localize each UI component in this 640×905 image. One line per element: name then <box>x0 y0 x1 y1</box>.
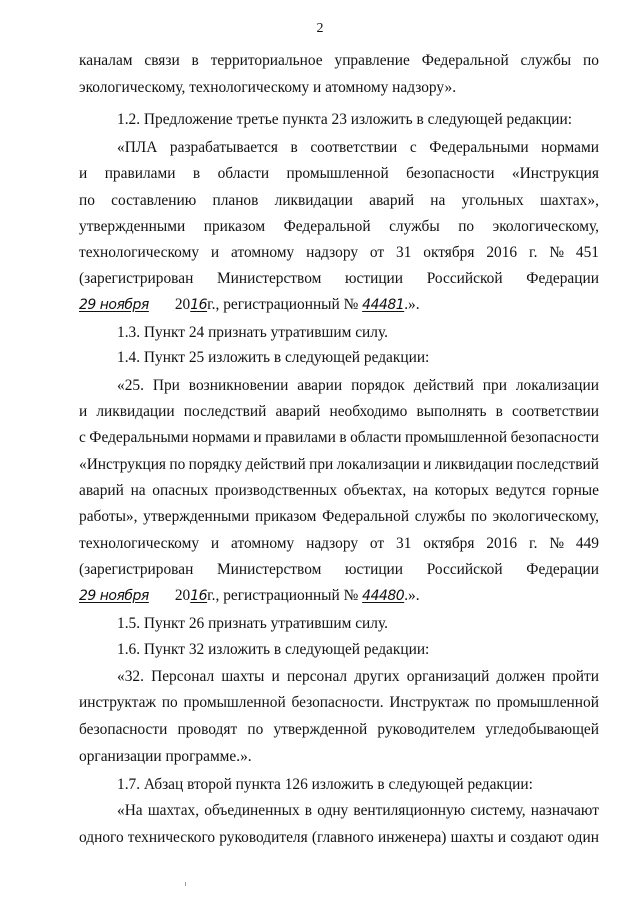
text-line <box>79 587 599 605</box>
word: порядок <box>351 377 405 394</box>
word: по <box>458 218 475 235</box>
word: промышленной <box>183 694 286 711</box>
word: и <box>253 429 262 446</box>
word: службы <box>389 218 440 235</box>
word: При <box>152 377 180 394</box>
word: в <box>192 165 201 182</box>
text-line <box>117 377 599 395</box>
text-line <box>79 244 599 262</box>
word: приказом <box>203 218 266 235</box>
word: аварий <box>275 403 321 420</box>
word: г. <box>529 244 538 261</box>
text-line: 1.4. Пункт 25 изложить в следующей редакции: <box>117 349 430 366</box>
text-line <box>79 192 599 210</box>
word: угледобывающей <box>485 721 599 738</box>
text-fragment: .». <box>404 587 420 604</box>
word: объектах, <box>343 482 407 499</box>
word: безопасности <box>510 429 599 446</box>
text-line <box>79 561 599 579</box>
word: аварий <box>369 192 415 209</box>
word: действий <box>413 377 474 394</box>
word: Федеральными <box>429 139 529 156</box>
word: экологическому, <box>492 218 599 235</box>
word: при <box>482 377 507 394</box>
text-line <box>79 508 599 526</box>
word: составлению <box>111 192 197 209</box>
word: шахты <box>450 829 494 846</box>
word: шахты <box>221 668 265 685</box>
word: опасных <box>152 482 209 499</box>
word: по <box>79 192 95 209</box>
word: 31 <box>396 244 412 261</box>
word: надзору <box>306 535 359 552</box>
text-line: 1.7. Абзац второй пункта 126 изложить в следующей редакции: <box>117 776 533 793</box>
word: ликвидации <box>434 456 513 473</box>
word: промышленной <box>286 165 389 182</box>
word: руководителем <box>377 721 476 738</box>
word: экологическому, <box>492 508 599 525</box>
word: шахтах», <box>539 192 599 209</box>
word: утвержденной <box>273 721 368 738</box>
word: пройти <box>552 668 599 685</box>
word: возникновении <box>188 377 289 394</box>
word: «ПЛА <box>117 139 158 156</box>
text-line: 1.6. Пункт 32 изложить в следующей редакции: <box>117 641 430 658</box>
handwritten-date: 29 ноября <box>79 297 149 313</box>
word: должен <box>496 668 546 685</box>
text-fragment: .». <box>404 296 420 313</box>
word: технического <box>127 829 216 846</box>
word: безопасности <box>79 721 168 738</box>
word: управление <box>334 52 410 69</box>
word: в <box>290 139 298 156</box>
word: безопасности <box>406 165 495 182</box>
word: 2016 <box>486 244 518 261</box>
word: в <box>339 429 347 446</box>
text-line <box>79 694 599 712</box>
word: «Инструкция <box>79 456 167 473</box>
text-line: 1.5. Пункт 26 признать утратившим силу. <box>117 615 388 632</box>
word: соответствии <box>512 403 599 420</box>
text-fragment: г., регистрационный № <box>207 587 363 604</box>
word: ведутся <box>495 482 546 499</box>
word: по <box>475 694 491 711</box>
word: Федерации <box>526 561 599 578</box>
handwritten-registration-number: 44480 <box>362 588 405 604</box>
word: по <box>169 456 186 473</box>
word: систему, <box>470 802 526 819</box>
word: 449 <box>575 535 599 552</box>
word: необходимо <box>329 403 408 420</box>
text-line: организации программе.». <box>79 748 252 765</box>
word: и <box>79 403 88 420</box>
word: персонал <box>286 668 348 685</box>
scan-mark <box>185 882 186 886</box>
word: ликвидации <box>96 403 175 420</box>
word: «На <box>117 802 143 819</box>
word: № <box>549 535 564 552</box>
word: при <box>309 456 334 473</box>
word: инженера) <box>377 829 447 846</box>
word: назначают <box>530 802 599 819</box>
word: ликвидации <box>274 192 353 209</box>
word: по <box>161 694 178 711</box>
word: последствий <box>516 456 599 473</box>
word: в <box>191 52 199 69</box>
word: и <box>271 668 280 685</box>
word: Федеральной <box>421 52 509 69</box>
text-line <box>79 829 599 847</box>
text-line: экологическому, технологическому и атомному надзору». <box>79 79 457 96</box>
word: юстиции <box>345 561 404 578</box>
word: и <box>210 535 220 552</box>
word: октября <box>423 244 475 261</box>
word: на <box>412 482 428 499</box>
word: планов <box>212 192 259 209</box>
word: на <box>430 192 446 209</box>
word: безопасности. <box>291 694 384 711</box>
text-line <box>79 52 599 70</box>
word: угольных <box>461 192 524 209</box>
word: горные <box>552 482 599 499</box>
word: службы <box>520 52 572 69</box>
word: других <box>354 668 400 685</box>
word: территориальное <box>210 52 323 69</box>
word: службы <box>414 508 466 525</box>
word: г. <box>529 535 538 552</box>
word: промышленной <box>404 429 508 446</box>
word: создают <box>510 829 564 846</box>
word: технологическому <box>79 535 200 552</box>
word: атомному <box>231 535 295 552</box>
word: соответствии <box>310 139 398 156</box>
word: работы», <box>79 508 138 525</box>
word: аварии <box>297 377 343 394</box>
text-line <box>79 429 599 447</box>
word: (зарегистрирован <box>79 270 194 287</box>
word: нормами <box>192 429 250 446</box>
word: одну <box>317 802 349 819</box>
word: от <box>369 244 385 261</box>
text-line <box>79 456 599 474</box>
word: (зарегистрирован <box>79 561 194 578</box>
text-line <box>79 721 599 739</box>
word: одного <box>79 829 124 846</box>
word: 451 <box>575 244 599 261</box>
word: в <box>304 802 313 819</box>
word: Федеральными <box>89 429 189 446</box>
word: № <box>549 244 564 261</box>
word: октября <box>423 535 475 552</box>
word: аварий <box>79 482 124 499</box>
word: с <box>79 429 86 446</box>
word: по <box>471 508 487 525</box>
word: области <box>217 165 270 182</box>
word: Российской <box>426 270 503 287</box>
word: организаций <box>406 668 490 685</box>
word: утвержденными <box>143 508 250 525</box>
word: действий <box>245 456 306 473</box>
text-line <box>117 139 599 157</box>
text-fragment: 20 <box>171 296 191 313</box>
word: Министерством <box>217 561 322 578</box>
word: приказом <box>255 508 317 525</box>
word: промышленной <box>496 694 599 711</box>
word: нормами <box>541 139 599 156</box>
word: последствий <box>183 403 267 420</box>
word: с <box>409 139 417 156</box>
word: надзору <box>306 244 359 261</box>
word: и <box>79 165 88 182</box>
handwritten-registration-number: 44481 <box>362 297 405 313</box>
word: руководителя <box>219 829 308 846</box>
word: в <box>495 403 503 420</box>
text-line <box>79 403 599 421</box>
word: 31 <box>396 535 412 552</box>
word: один <box>567 829 599 846</box>
word: на <box>130 482 146 499</box>
word: атомному <box>231 244 295 261</box>
word: Министерством <box>217 270 322 287</box>
word: правилами <box>104 165 176 182</box>
text-line: 1.2. Предложение третье пункта 23 изложить в следующей редакции: <box>117 111 573 128</box>
word: вентиляционную <box>353 802 466 819</box>
handwritten-year: 16 <box>190 297 208 313</box>
word: локализации <box>515 377 599 394</box>
word: правилами <box>265 429 336 446</box>
word: и <box>423 456 432 473</box>
word: Инструктаж <box>389 694 470 711</box>
handwritten-date: 29 ноября <box>79 588 149 604</box>
word: инструктаж <box>79 694 157 711</box>
text-fragment: г., регистрационный № <box>207 296 363 313</box>
word: шахтах, <box>147 802 200 819</box>
page-number: 2 <box>316 21 324 36</box>
text-line <box>79 218 599 236</box>
word: от <box>369 535 385 552</box>
text-line: 1.3. Пункт 24 признать утратившим силу. <box>117 324 388 341</box>
word: по <box>583 52 599 69</box>
text-line <box>117 802 599 820</box>
word: Персонал <box>151 668 215 685</box>
word: производственных <box>214 482 338 499</box>
text-line <box>79 535 599 553</box>
word: и <box>497 829 507 846</box>
word: локализации <box>336 456 420 473</box>
word: «Инструкция <box>511 165 599 182</box>
word: выполнять <box>416 403 487 420</box>
word: Федерации <box>526 270 599 287</box>
word: порядку <box>188 456 243 473</box>
text-line <box>79 296 599 314</box>
text-line <box>117 668 599 686</box>
word: «25. <box>117 377 144 394</box>
word: связи <box>144 52 180 69</box>
word: и <box>210 244 220 261</box>
word: Федеральной <box>322 508 410 525</box>
word: Российской <box>426 561 503 578</box>
text-line <box>79 165 599 183</box>
word: юстиции <box>345 270 404 287</box>
text-fragment: 20 <box>171 587 191 604</box>
word: области <box>350 429 402 446</box>
word: каналам <box>79 52 133 69</box>
word: разрабатывается <box>169 139 278 156</box>
word: 2016 <box>486 535 518 552</box>
text-line <box>79 482 599 500</box>
word: проводят <box>177 721 238 738</box>
word: Федеральной <box>283 218 371 235</box>
word: которых <box>434 482 489 499</box>
word: (главного <box>311 829 374 846</box>
word: технологическому <box>79 244 200 261</box>
handwritten-year: 16 <box>190 588 208 604</box>
word: утвержденными <box>79 218 186 235</box>
text-line <box>79 270 599 288</box>
word: по <box>247 721 264 738</box>
word: «32. <box>117 668 144 685</box>
word: объединенных <box>204 802 300 819</box>
